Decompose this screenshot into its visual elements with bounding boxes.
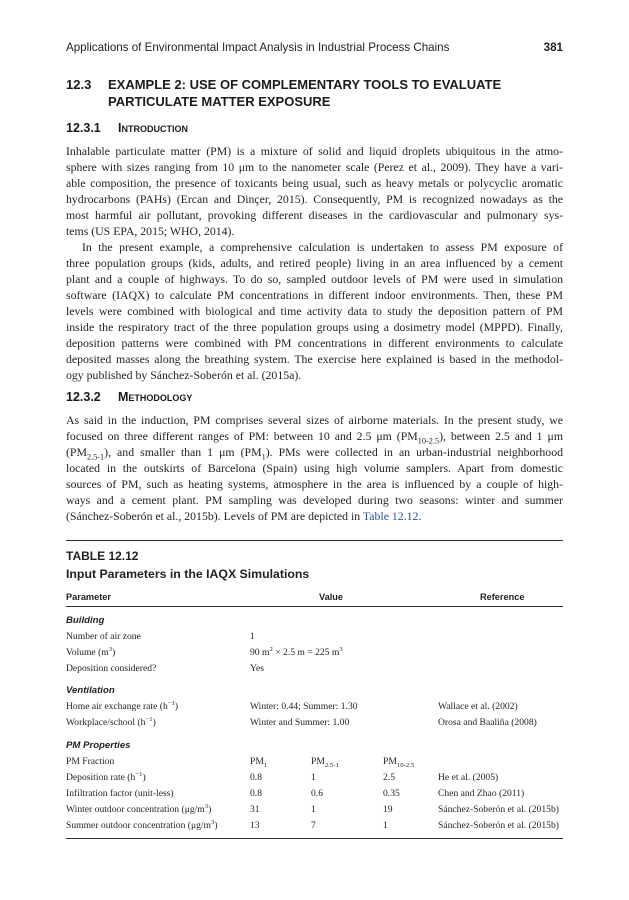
section-title-line-1: EXAMPLE 2: USE OF COMPLEMENTARY TOOLS TO EVALUATE [108, 77, 502, 92]
intro-paragraph-1 [66, 143, 563, 239]
table-cell: Summer outdoor concentration $(\mu g/m^3)$ [66, 818, 218, 831]
table-cell: Wallace et al. (2002) [438, 701, 518, 712]
table-cell: Yes [250, 663, 264, 674]
text-line: ways and a cement plant. PM sampling was developed during two seasons: winter and summer [66, 493, 563, 507]
text-line: software (IAQX) to calculate PM concentrations in different indoor environments. Then, these PM [66, 288, 563, 302]
table-cell: 0.8 [250, 788, 262, 799]
text-line: able composition, the presence of toxicants being usual, such as heavy metals or polycyclic aromatic [66, 176, 563, 190]
table-top-rule [66, 540, 563, 541]
column-header-parameter: Parameter [66, 592, 111, 602]
group-heading-building: Building [66, 615, 105, 626]
text-line: Inhalable particulate matter (PM) is a mixture of solid and liquid droplets ubiquitous in the atmo- [66, 144, 563, 158]
table-cell: Winter outdoor concentration $(\mu g/m^3)$ [66, 802, 212, 815]
column-header-reference: Reference [480, 592, 525, 602]
text-line: inside the respiratory tract of the three population groups using a dosimetry model (MPPD). Finally, [66, 320, 563, 334]
table-cell: 0.8 [250, 772, 262, 783]
subsection-number: 12.3.2 [66, 390, 101, 404]
table-cell: Sánchez-Soberón et al. (2015b) [438, 820, 559, 831]
table-cell: Workplace/school $(h^{-1})$ [66, 715, 156, 728]
table-cell: 31 [250, 804, 260, 815]
table-cell: $PM_{10-2.5}$ [383, 756, 415, 769]
text-line: levels were combined with biological and time activity data to study the deposition pattern of PM [66, 304, 563, 318]
text-line: most harmful air pollutant, provoking different diseases in the cardiovascular and pulmonary sys- [66, 208, 563, 222]
table-cell: Home air exchange rate $(h^{-1})$ [66, 699, 179, 712]
table-cell: Winter: 0.44; Summer: 1.30 [250, 701, 358, 712]
table-label: TABLE 12.12 [66, 549, 139, 563]
text-line: deposition patterns were combined with PM concentrations in different environments to calculate [66, 336, 563, 350]
table-cell: 1 [250, 631, 255, 642]
table-cell: 1 [383, 820, 388, 831]
table-bottom-rule [66, 838, 563, 839]
text-line: ogy published by Sánchez-Soberón et al. (2015a). [66, 368, 302, 382]
table-cell: 13 [250, 820, 260, 831]
table-cell: Chen and Zhao (2011) [438, 788, 525, 799]
table-cell: 19 [383, 804, 393, 815]
table-cell: 0.6 [311, 788, 323, 799]
table-cell: $PM_1$ [250, 756, 268, 769]
table-cell: Number of air zone [66, 631, 141, 642]
text-line: In the present example, a comprehensive calculation is undertaken to assess PM exposure of [82, 240, 563, 254]
table-cell: 1 [311, 804, 316, 815]
table-cell: 2.5 [383, 772, 395, 783]
table-cell: Winter and Summer: 1.00 [250, 717, 350, 728]
text-line: sources of PM, such as heating systems, atmosphere in the area is influenced by a couple of high- [66, 477, 563, 491]
text-line: deposited masses along the breathing system. The exercise here explained is based in the methodol- [66, 352, 563, 366]
table-header-rule [66, 606, 563, 607]
section-title-line-2: PARTICULATE MATTER EXPOSURE [108, 94, 331, 109]
table-caption: Input Parameters in the IAQX Simulations [66, 567, 310, 581]
table-cell: Deposition considered? [66, 663, 157, 674]
text-line: located in the outskirts of Barcelona (Spain) using high volume samplers. Apart from domestic [66, 461, 563, 475]
table-12-12-link[interactable]: Table 12.12 [362, 509, 419, 523]
text-line: As said in the induction, PM comprises several sizes of airborne materials. In the present study, we [66, 413, 563, 427]
table-cell: 0.35 [383, 788, 400, 799]
text-line: (Sánchez-Soberón et al., 2015b). Levels of PM are depicted in Table 12.12. [66, 509, 422, 523]
methodology-paragraph [66, 412, 563, 524]
running-header [66, 41, 563, 54]
table-cell: Orosa and Baaliña (2008) [438, 717, 537, 728]
intro-text [66, 143, 563, 383]
subsection-title: Methodology [118, 390, 193, 404]
page-number: 381 [543, 41, 563, 54]
text-line: plant and a couple of highways. To do so, sampled outdoor levels of PM were used in simulation [66, 272, 563, 286]
running-title: Applications of Environmental Impact Analysis in Industrial Process Chains [66, 41, 450, 54]
subsection-title: Introduction [118, 121, 188, 135]
table-cell: Infiltration factor (unit-less) [66, 788, 174, 799]
text-line: hydrocarbons (PAHs) (Ercan and Dinçer, 2015). Consequently, PM is recognized nowadays as the [66, 192, 563, 206]
table-cell: Deposition rate $(h^{-1})$ [66, 770, 146, 783]
text-line: focused on three different ranges of PM: between 10 and 2.5 μm $(PM_{10-2.5})$, between 2.5 and 1 μm [66, 429, 563, 446]
section-heading [66, 76, 563, 110]
table-cell: PM Fraction [66, 756, 115, 767]
subsection-heading-introduction [66, 121, 188, 135]
group-heading-pm-properties: PM Properties [66, 740, 131, 751]
text-line: tems (US EPA, 2015; WHO, 2014). [66, 224, 235, 238]
table-cell: He et al. (2005) [438, 772, 499, 783]
group-heading-ventilation: Ventilation [66, 685, 115, 696]
column-header-value: Value [319, 592, 344, 602]
text-line: three population groups (kids, adults, and retired people) living in an area influenced by a cement [66, 256, 563, 270]
subsection-number: 12.3.1 [66, 121, 101, 135]
table-cell: 7 [311, 820, 316, 831]
table-cell: $PM_{2.5-1}$ [311, 756, 339, 769]
table-cell: Volume $(m^3)$ [66, 645, 116, 658]
intro-paragraph-2 [66, 239, 563, 383]
table-cell: 1 [311, 772, 316, 783]
text-line: sphere with sizes ranging from 10 μm to the nanometer scale (Perez et al., 2009). They have a vari- [66, 160, 563, 174]
table-cell: 90 $m^2 \times 2.5$ m = 225 $m^3$ [250, 645, 343, 658]
section-number: 12.3 [66, 77, 92, 92]
table-cell: Sánchez-Soberón et al. (2015b) [438, 804, 559, 815]
text-line: $(PM_{2.5-1})$, and smaller than 1 μm $(PM_1)$. PMs were collected in an urban-industrial neighborhood [66, 445, 563, 462]
subsection-heading-methodology [66, 390, 192, 404]
